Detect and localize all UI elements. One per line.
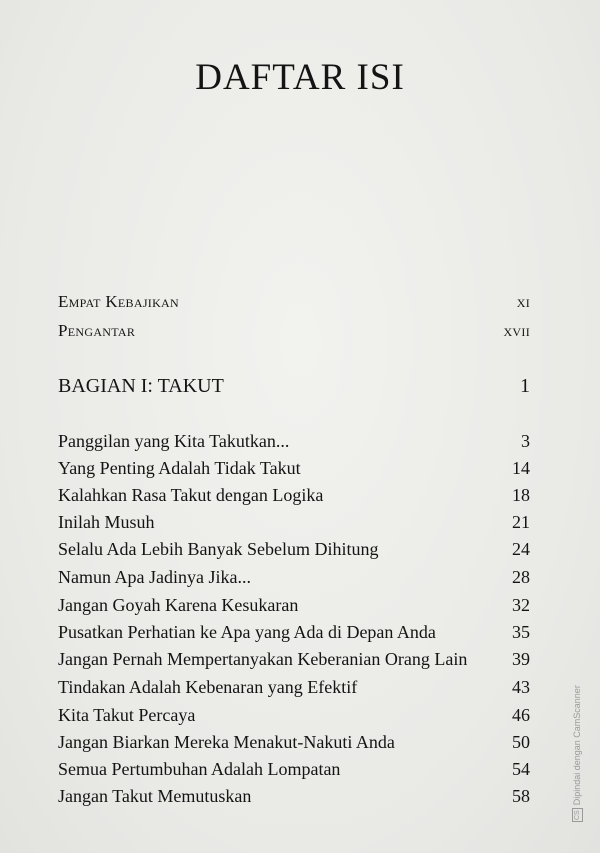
front-matter-row[interactable] bbox=[58, 292, 530, 312]
chapter-row[interactable] bbox=[58, 512, 530, 533]
toc-page-number: 3 bbox=[521, 431, 530, 451]
chapter-row[interactable] bbox=[58, 458, 530, 479]
chapter-row[interactable] bbox=[58, 567, 530, 588]
chapter-title: Namun Apa Jadinya Jika... bbox=[58, 567, 251, 587]
chapter-title: Inilah Musuh bbox=[58, 512, 155, 532]
chapter-row[interactable] bbox=[58, 622, 530, 643]
chapter-title: Jangan Goyah Karena Kesukaran bbox=[58, 595, 299, 615]
toc-page-number: 1 bbox=[520, 375, 530, 397]
chapter-row[interactable] bbox=[58, 705, 530, 726]
toc-page-number: 43 bbox=[512, 677, 530, 697]
chapter-title: Pusatkan Perhatian ke Apa yang Ada di Depan Anda bbox=[58, 622, 436, 642]
camscanner-watermark bbox=[570, 685, 584, 822]
toc-page-number: 46 bbox=[512, 705, 530, 725]
watermark-text: Dipindai dengan CamScanner bbox=[572, 685, 582, 806]
chapter-row[interactable] bbox=[58, 759, 530, 780]
toc-page-number: 28 bbox=[512, 567, 530, 587]
chapter-title: Tindakan Adalah Kebenaran yang Efektif bbox=[58, 677, 358, 697]
part-heading: BAGIAN I: TAKUT bbox=[58, 375, 224, 397]
chapter-row[interactable] bbox=[58, 732, 530, 753]
chapter-row[interactable] bbox=[58, 485, 530, 506]
toc-page-number: 58 bbox=[512, 786, 530, 806]
chapter-title: Semua Pertumbuhan Adalah Lompatan bbox=[58, 759, 341, 779]
toc-entry-label: Empat Kebajikan bbox=[58, 292, 179, 311]
toc-page-number: 21 bbox=[512, 512, 530, 532]
chapter-row[interactable] bbox=[58, 595, 530, 616]
chapter-title: Kita Takut Percaya bbox=[58, 705, 196, 725]
chapter-title: Jangan Pernah Mempertanyakan Keberanian Orang Lain bbox=[58, 649, 468, 669]
chapter-title: Selalu Ada Lebih Banyak Sebelum Dihitung bbox=[58, 539, 379, 559]
chapter-title: Yang Penting Adalah Tidak Takut bbox=[58, 458, 301, 478]
part-heading-row[interactable] bbox=[58, 375, 530, 398]
chapter-row[interactable] bbox=[58, 677, 530, 698]
chapter-title: Jangan Takut Memutuskan bbox=[58, 786, 252, 806]
toc-page-number: 24 bbox=[512, 539, 530, 559]
toc-page-number: 54 bbox=[512, 759, 530, 779]
chapter-row[interactable] bbox=[58, 649, 530, 670]
toc-page-number: 32 bbox=[512, 595, 530, 615]
page-title: DAFTAR ISI bbox=[195, 57, 405, 98]
toc-page-number: 50 bbox=[512, 732, 530, 752]
chapter-title: Panggilan yang Kita Takutkan... bbox=[58, 431, 290, 451]
chapter-row[interactable] bbox=[58, 539, 530, 560]
chapter-row[interactable] bbox=[58, 431, 530, 452]
front-matter-row[interactable] bbox=[58, 321, 530, 341]
chapter-title: Kalahkan Rasa Takut dengan Logika bbox=[58, 485, 324, 505]
toc-page-number: 14 bbox=[512, 458, 530, 478]
toc-page-number: 18 bbox=[512, 485, 530, 505]
chapter-title: Jangan Biarkan Mereka Menakut-Nakuti Anda bbox=[58, 732, 395, 752]
camscanner-logo-icon: CS bbox=[573, 810, 581, 820]
toc-entry-label: Pengantar bbox=[58, 321, 136, 340]
chapter-row[interactable] bbox=[58, 786, 530, 807]
toc-page-number: 39 bbox=[512, 649, 530, 669]
toc-page-number: xvii bbox=[503, 321, 530, 340]
toc-page-number: 35 bbox=[512, 622, 530, 642]
toc-page-number: xi bbox=[516, 292, 530, 311]
